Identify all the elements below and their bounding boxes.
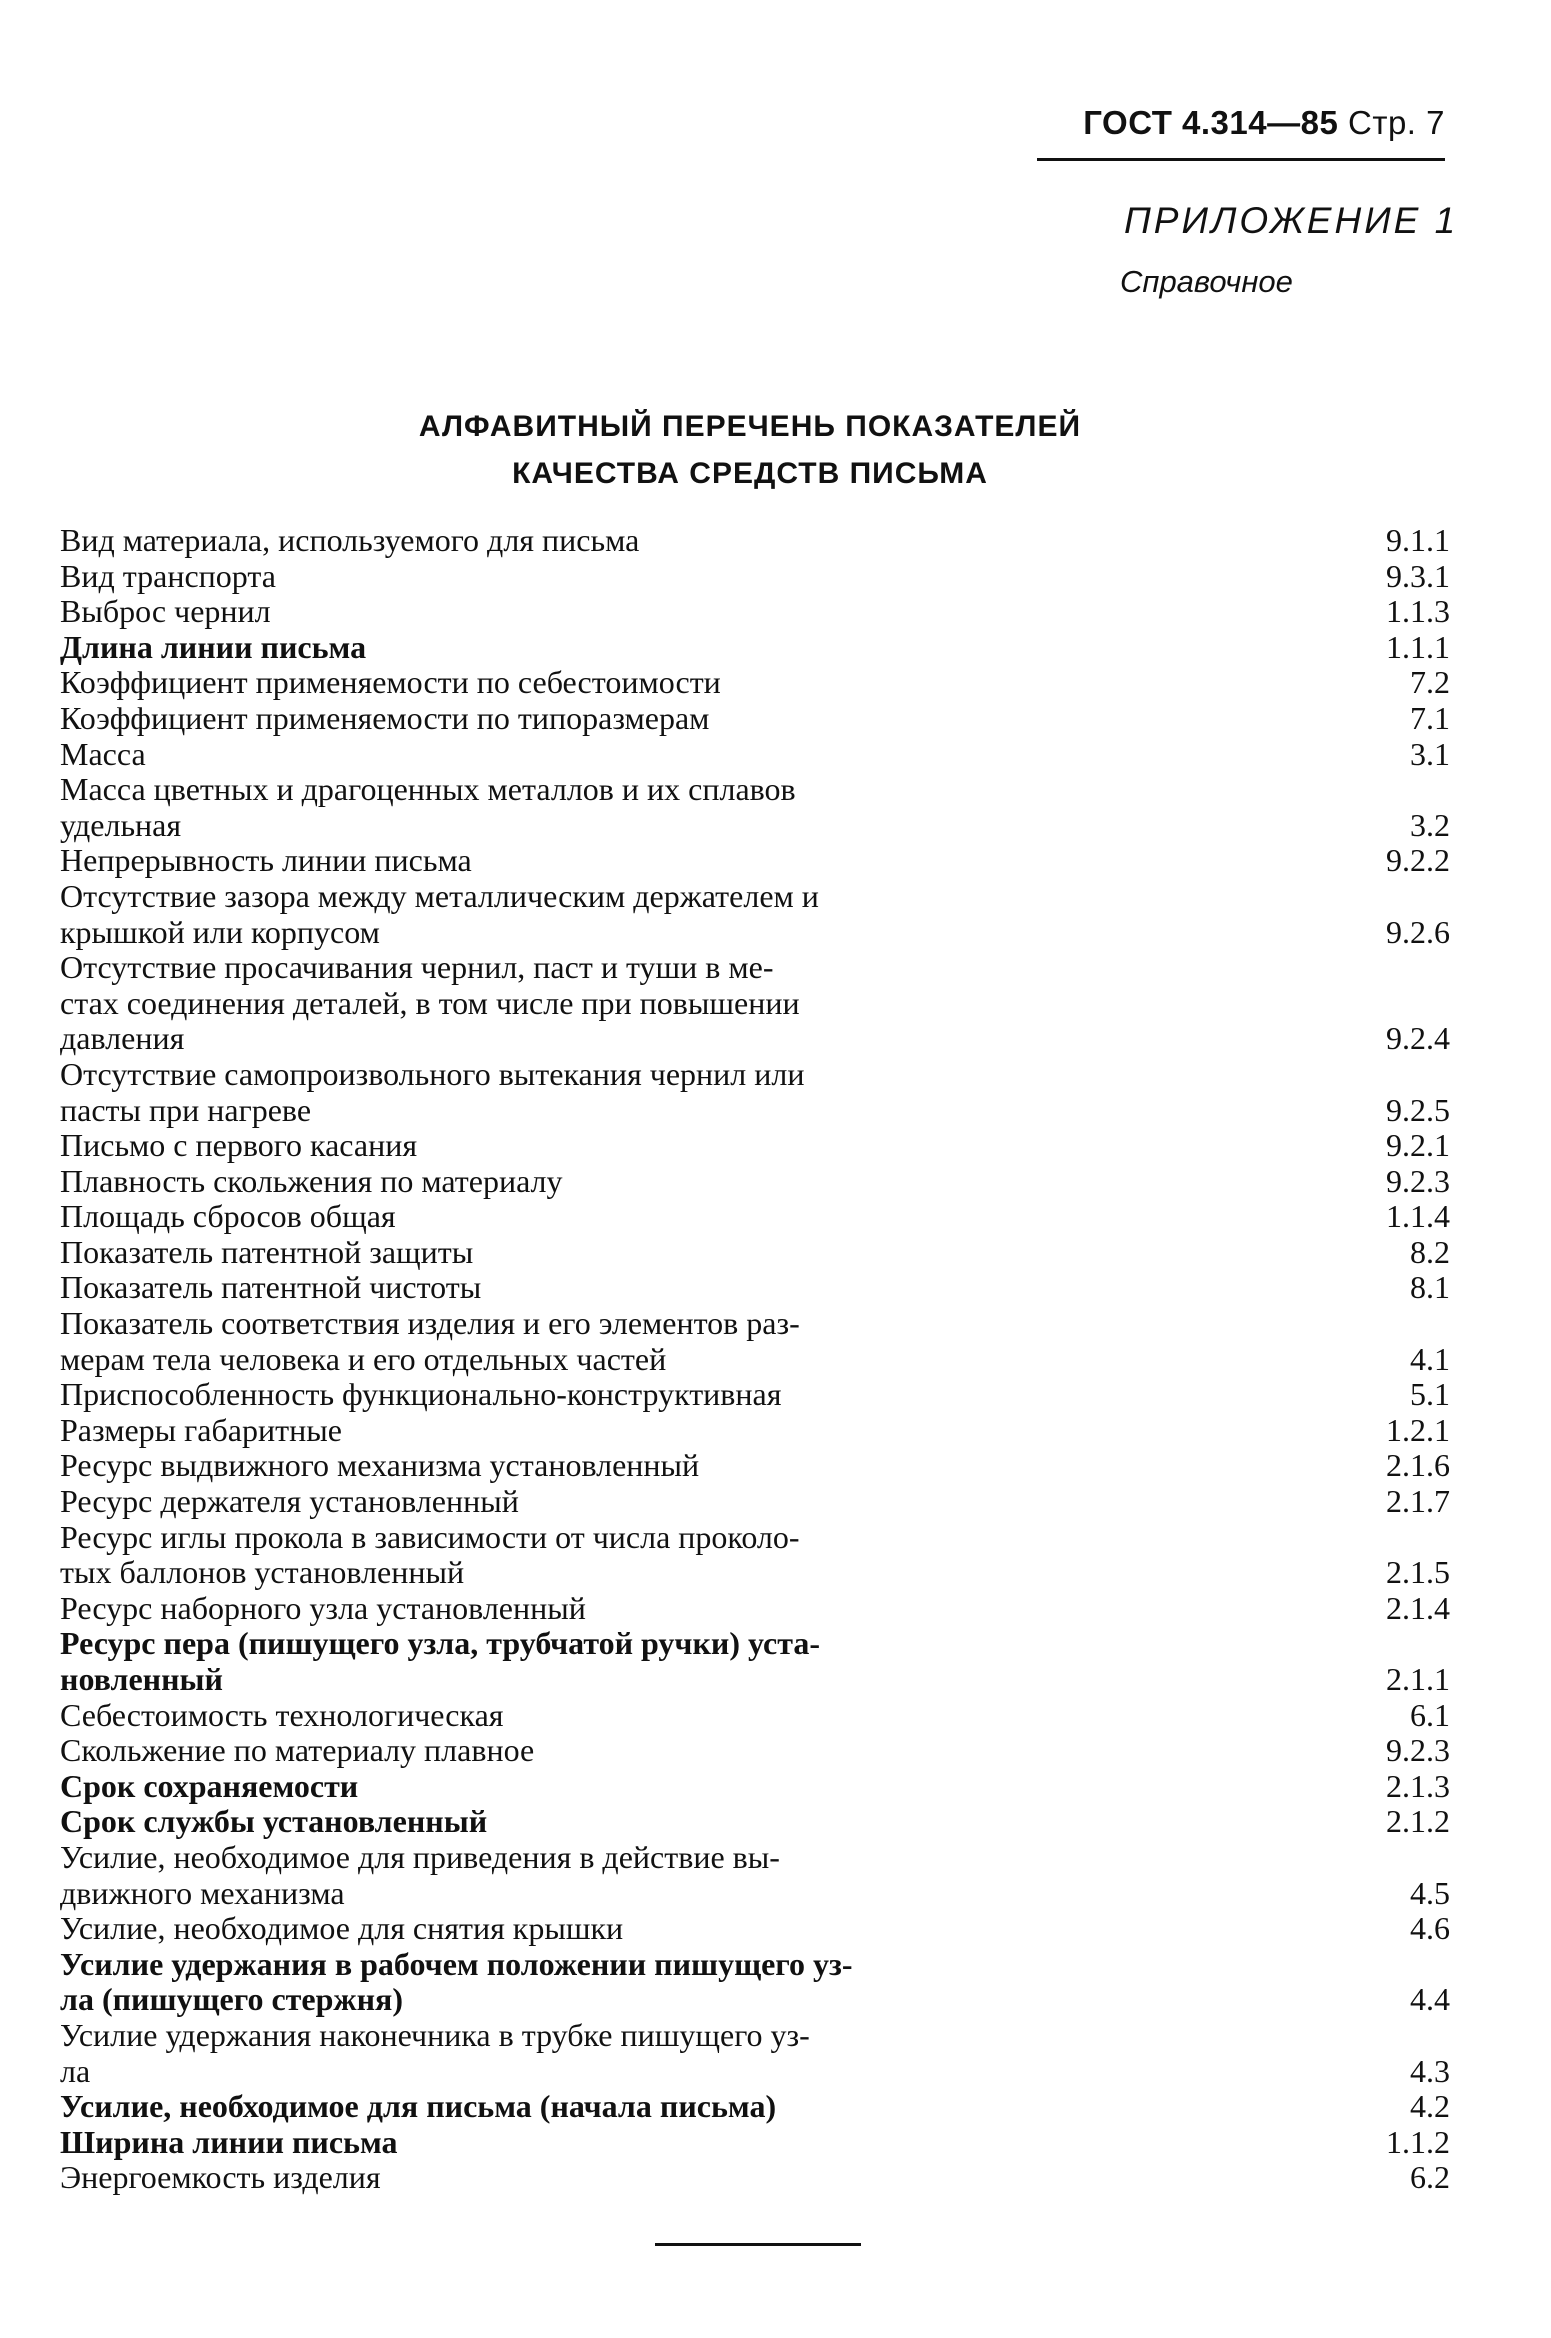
entry-term-line: ла <box>60 2052 91 2089</box>
entry-clause-number: 1.2.1 <box>1386 1411 1450 1448</box>
entry-clause-number: 9.2.2 <box>1386 842 1450 879</box>
index-entry <box>60 1306 1450 1377</box>
entry-term-line: давления <box>60 1020 185 1057</box>
entry-term <box>60 843 1030 879</box>
entry-term-line: Усилие удержания наконечника в трубке пишущего уз- <box>60 2016 810 2053</box>
entry-term-line: тых баллонов установленный <box>60 1554 465 1591</box>
entry-clause-number: 1.1.4 <box>1386 1198 1450 1235</box>
index-entry <box>60 1128 1450 1164</box>
entry-clause-number: 2.1.2 <box>1386 1803 1450 1840</box>
entry-clause-number: 2.1.4 <box>1386 1589 1450 1626</box>
entry-clause-number: 2.1.6 <box>1386 1447 1450 1484</box>
entry-term <box>60 1057 1030 1128</box>
entry-clause-number: 4.3 <box>1410 2052 1450 2089</box>
entry-term <box>60 2160 1030 2196</box>
entry-term <box>60 701 1030 737</box>
entry-term-line: Площадь сбросов общая <box>60 1198 396 1235</box>
entry-term-line: Себестоимость технологическая <box>60 1696 504 1733</box>
entry-term-line: движного механизма <box>60 1874 345 1911</box>
entry-term-line: Непрерывность линии письма <box>60 842 472 879</box>
index-entry <box>60 843 1450 879</box>
entry-term <box>60 1484 1030 1520</box>
index-entry <box>60 701 1450 737</box>
entry-term-line: Коэффициент применяемости по типоразмерам <box>60 699 710 736</box>
entry-clause-number: 9.2.4 <box>1386 1020 1450 1057</box>
index-entry <box>60 665 1450 701</box>
entry-term-line: Усилие, необходимое для снятия крышки <box>60 1910 624 1947</box>
entry-term-line: Показатель патентной защиты <box>60 1233 474 1270</box>
entry-term <box>60 1733 1030 1769</box>
entry-clause-number: 9.2.3 <box>1386 1732 1450 1769</box>
entry-term-line: Энергоемкость изделия <box>60 2159 381 2196</box>
entry-term-line: крышкой или корпусом <box>60 913 380 950</box>
entry-term-line: Отсутствие просачивания чернил, паст и туши в ме- <box>60 949 774 986</box>
entry-term-line: удельная <box>60 806 182 843</box>
entry-clause-number: 4.2 <box>1410 2088 1450 2125</box>
entry-term-line: Плавность скольжения по материалу <box>60 1162 563 1199</box>
entry-clause-number: 9.2.6 <box>1386 913 1450 950</box>
list-title-line-1: АЛФАВИТНЫЙ ПЕРЕЧЕНЬ ПОКАЗАТЕЛЕЙ <box>418 410 1082 443</box>
entry-term-line: Вид транспорта <box>60 557 276 594</box>
entry-term-line: Масса цветных и драгоценных металлов и их сплавов <box>60 771 796 808</box>
entry-term-line: Вид материала, используемого для письма <box>60 522 640 558</box>
entry-term-line: новленный <box>60 1661 223 1697</box>
entry-term-line: Приспособленность функционально-конструктивная <box>60 1376 782 1413</box>
index-entry <box>60 1448 1450 1484</box>
entry-term-line: Выброс чернил <box>60 593 271 630</box>
entry-term <box>60 523 1030 559</box>
entry-term-line: Ширина линии письма <box>60 2123 398 2160</box>
index-entry <box>60 1698 1450 1734</box>
entry-term-line: Скольжение по материалу плавное <box>60 1732 535 1769</box>
entry-term-line: Ресурс держателя установленный <box>60 1483 519 1520</box>
entry-clause-number: 3.2 <box>1410 806 1450 843</box>
index-entry <box>60 1164 1450 1200</box>
entry-term <box>60 1626 1030 1697</box>
entry-term-line: Показатель соответствия изделия и его элементов раз- <box>60 1305 800 1342</box>
entry-clause-number: 7.2 <box>1410 664 1450 701</box>
index-entry <box>60 772 1450 843</box>
entry-clause-number: 9.2.1 <box>1386 1127 1450 1164</box>
index-entry <box>60 1591 1450 1627</box>
index-entry <box>60 1804 1450 1840</box>
entry-term <box>60 1698 1030 1734</box>
entry-term-line: Ресурс иглы прокола в зависимости от числа проколо- <box>60 1518 800 1555</box>
entry-term <box>60 630 1030 666</box>
entry-term-line: Усилие, необходимое для приведения в действие вы- <box>60 1838 780 1875</box>
entry-clause-number: 2.1.3 <box>1386 1767 1450 1804</box>
index-entry <box>60 879 1450 950</box>
entry-clause-number: 4.4 <box>1410 1981 1450 2018</box>
entry-term <box>60 772 1030 843</box>
entry-term-line: Коэффициент применяемости по себестоимости <box>60 664 721 701</box>
entry-term <box>60 950 1030 1057</box>
entry-clause-number: 1.1.1 <box>1386 628 1450 665</box>
entry-term <box>60 1235 1030 1271</box>
index-entry <box>60 523 1450 559</box>
index-entry <box>60 559 1450 595</box>
index-entry <box>60 1840 1450 1911</box>
entry-term <box>60 1448 1030 1484</box>
entry-term-line: Срок сохраняемости <box>60 1767 359 1804</box>
index-entry <box>60 1057 1450 1128</box>
index-entry <box>60 594 1450 630</box>
entry-clause-number: 1.1.2 <box>1386 2123 1450 2160</box>
entry-clause-number: 4.1 <box>1410 1340 1450 1377</box>
entry-clause-number: 9.2.5 <box>1386 1091 1450 1128</box>
index-entry <box>60 737 1450 773</box>
entry-term <box>60 1270 1030 1306</box>
index-entry <box>60 1235 1450 1271</box>
index-entry <box>60 1377 1450 1413</box>
entry-clause-number: 9.2.3 <box>1386 1162 1450 1199</box>
index-entry <box>60 1199 1450 1235</box>
page-header <box>1083 104 1445 142</box>
entry-term <box>60 1591 1030 1627</box>
entry-clause-number: 7.1 <box>1410 699 1450 736</box>
entry-clause-number: 2.1.1 <box>1386 1661 1450 1697</box>
page-number: Стр. 7 <box>1348 104 1445 141</box>
entry-term-line: Отсутствие зазора между металлическим держателем и <box>60 877 819 914</box>
entry-term-line: Отсутствие самопроизвольного вытекания чернил или <box>60 1055 805 1092</box>
appendix-subtitle: Справочное <box>1120 264 1293 299</box>
entry-term <box>60 594 1030 630</box>
index-entry <box>60 1947 1450 2018</box>
entry-term-line: Длина линии письма <box>60 628 367 665</box>
index-entry <box>60 2125 1450 2161</box>
entry-term <box>60 1840 1030 1911</box>
entry-term-line: Показатель патентной чистоты <box>60 1269 482 1306</box>
entry-term <box>60 737 1030 773</box>
index-entry <box>60 950 1450 1057</box>
index-entry <box>60 1413 1450 1449</box>
entry-term <box>60 1128 1030 1164</box>
header-standard <box>1083 104 1445 141</box>
entry-clause-number: 6.1 <box>1410 1696 1450 1733</box>
index-entry <box>60 1270 1450 1306</box>
entry-clause-number: 6.2 <box>1410 2159 1450 2196</box>
entry-term-line: Ресурс выдвижного механизма установленный <box>60 1447 700 1484</box>
entry-term <box>60 1520 1030 1591</box>
entry-clause-number: 8.1 <box>1410 1269 1450 1306</box>
entry-term-line: Усилие, необходимое для письма (начала письма) <box>60 2088 777 2125</box>
entry-clause-number: 9.3.1 <box>1386 557 1450 594</box>
entry-term-line: Ресурс пера (пишущего узла, трубчатой ручки) уста- <box>60 1625 820 1662</box>
entry-clause-number: 9.1.1 <box>1386 522 1450 558</box>
entry-term-line: мерам тела человека и его отдельных частей <box>60 1340 667 1377</box>
appendix-title: ПРИЛОЖЕНИЕ 1 <box>1124 200 1459 241</box>
index-entry <box>60 1769 1450 1805</box>
entry-term <box>60 1947 1030 2018</box>
index-entry <box>60 1911 1450 1947</box>
entry-term-line: Масса <box>60 735 146 772</box>
entry-term-line: стах соединения деталей, в том числе при повышении <box>60 984 800 1021</box>
entry-term <box>60 1199 1030 1235</box>
entry-term <box>60 665 1030 701</box>
entry-term <box>60 879 1030 950</box>
end-rule <box>655 2243 861 2246</box>
index-entry <box>60 2160 1450 2196</box>
indicator-index-list <box>60 523 1450 2196</box>
entry-term <box>60 1377 1030 1413</box>
entry-clause-number: 2.1.5 <box>1386 1554 1450 1591</box>
entry-term <box>60 1164 1030 1200</box>
entry-term <box>60 1413 1030 1449</box>
entry-term <box>60 2018 1030 2089</box>
entry-term <box>60 2089 1030 2125</box>
list-title-line-2: КАЧЕСТВА СРЕДСТВ ПИСЬМА <box>512 457 988 490</box>
index-entry <box>60 1520 1450 1591</box>
entry-term <box>60 2125 1030 2161</box>
entry-clause-number: 4.5 <box>1410 1874 1450 1911</box>
header-rule <box>1037 158 1445 161</box>
index-entry <box>60 1733 1450 1769</box>
entry-clause-number: 2.1.7 <box>1386 1483 1450 1520</box>
standard-number: ГОСТ 4.314—85 <box>1083 104 1339 141</box>
index-entry <box>60 2089 1450 2125</box>
entry-term <box>60 1804 1030 1840</box>
entry-term-line: Письмо с первого касания <box>60 1127 418 1164</box>
entry-clause-number: 4.6 <box>1410 1910 1450 1947</box>
entry-term <box>60 559 1030 595</box>
entry-clause-number: 8.2 <box>1410 1233 1450 1270</box>
entry-clause-number: 5.1 <box>1410 1376 1450 1413</box>
entry-clause-number: 3.1 <box>1410 735 1450 772</box>
entry-term-line: ла (пишущего стержня) <box>60 1981 403 2018</box>
index-entry <box>60 1626 1450 1697</box>
entry-term-line: Размеры габаритные <box>60 1411 342 1448</box>
index-entry <box>60 630 1450 666</box>
entry-clause-number: 1.1.3 <box>1386 593 1450 630</box>
entry-term <box>60 1769 1030 1805</box>
entry-term <box>60 1306 1030 1377</box>
entry-term-line: пасты при нагреве <box>60 1091 312 1128</box>
entry-term <box>60 1911 1030 1947</box>
index-entry <box>60 1484 1450 1520</box>
entry-term-line: Ресурс наборного узла установленный <box>60 1589 586 1626</box>
index-entry <box>60 2018 1450 2089</box>
entry-term-line: Срок службы установленный <box>60 1803 488 1840</box>
entry-term-line: Усилие удержания в рабочем положении пишущего уз- <box>60 1945 853 1982</box>
